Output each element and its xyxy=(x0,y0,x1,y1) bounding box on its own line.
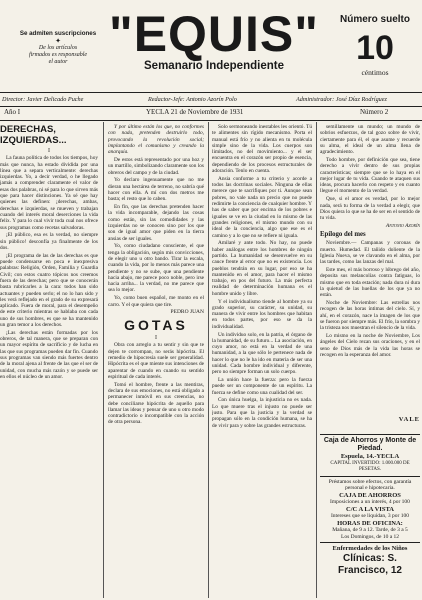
column-2 xyxy=(108,124,204,598)
column-1 xyxy=(0,124,98,598)
administrator-credit: Administrador: José Díaz Rodríguez xyxy=(296,96,387,103)
gotas-paragraph: Ansia conforme a tu criterio y acorde a todos las doctrinas sociales. Ninguna de ellas merece que te sacrifiques por ti. Aunque sean pobres, no vale nada un precio que no puede redimirte la conciencia de cualquier hombre. Y has de saber que por encima de los pobres e iguales se ve en la ciudad en lo mismo de las grandes religiones, el mismo mundo con su ideal de la conciencia, algo que ese es el camino y a lo que no se refiere ni iguala. xyxy=(212,175,312,239)
article-paragraph: Yo, como buen español, me monto en el carro. Y el que quiera que tire. xyxy=(108,295,204,308)
staff-line xyxy=(0,94,422,106)
article-paragraph: ¡El público, esa es la verdad, no siempre sin público! desconfía ya finalmente de los dos. xyxy=(0,232,98,251)
note-line-3: firmados es responsable xyxy=(28,52,88,58)
article-paragraph: De estos está representado por una hoz y un martillo, simbolizando claramente son los obreros del campo y de la ciudad. xyxy=(108,156,204,176)
article-signature: PEDRO JUAN xyxy=(170,309,204,316)
dateline-rule xyxy=(0,120,422,121)
gotas-paragraph: Un individuo solo, en la patria, el órgano de la humanidad, de su futuro... La asociación, en cuyo amor, no está en la verdad de una humanidad, a la que sólo le pertenece nada de hacer lo que no le ha ido en materia de ser una unidad. Cada hombre individual y diferente, pero no siempre forman un solo cuerpo. xyxy=(212,331,312,376)
subscription-note xyxy=(4,30,112,66)
gotas-paragraph: Obra con arreglo a tu sentir y sin que te dejen te corrompan, no serás hipócrita. El remedio de hipocresía suele ser generalidad. Hipócrita es el que miente sus intenciones de aparentar de cuando en cuando su sentido espiritual de cada interés. xyxy=(108,342,204,380)
gotas-paragraph: Tomó el hombre, frente a las mentiras, declara de sus emociones, no está obligado a permanecer inmóvil en sus creencias, no debe conciliarse hipócrita de aquello para llamar las ideas y pensar de uno u otro modo contradictorio o incompatible con la acción de otra persona. xyxy=(108,381,204,426)
article-section-number: I xyxy=(48,147,50,154)
epilogo-paragraph: Noviembre.— Campanas y coronas de muerto. Humedad. El tañido doliente de la Iglesia Nueva, se ve clavando en el alma, por las tardes, como las lanzas del mal. xyxy=(320,240,420,266)
clinic-specialty: Enfermedades de los Niños xyxy=(332,545,408,552)
masthead-subtitle: Semanario Independiente xyxy=(144,60,284,72)
savings-text: Imposiciones a un interés, 4 por 100 xyxy=(330,499,410,505)
masthead-rule xyxy=(0,92,422,93)
article-paragraph: Todo hombre, por definición que sea, tiene derecho a vivir dentro de sus propias características; siempre que se lo haya en el mejor lugar de tu vida. Cuando te ataquen sus ideas, procura hacerlo con respeto y en cuanto llegue el momento de la verdad. xyxy=(320,156,420,195)
gotas-title: GOTAS xyxy=(124,317,188,334)
column-4 xyxy=(320,124,420,430)
masthead-title: "EQUIS" xyxy=(108,6,319,62)
article-title: DERECHAS, IZQUIERDAS... xyxy=(0,124,67,146)
advertisements xyxy=(320,432,420,577)
redactor-credit: Redactor-Jefe: Antonio Azorín Polo xyxy=(148,96,237,103)
gotas-paragraph: Solo sermoneando inestables les orientó. Tú te alimentes sin rígido mecanismo. Porta el manual está frío y no alienta en tu molécula simple sino de la vida. Los cuerpos son limitados, no del movimiento... y el ser encuentra en el corazón ser propio de esencia, dependiendo de los procesos estructurales de adoración. Tenlo en cuenta. xyxy=(212,124,312,175)
single-issue-label: Número suelto xyxy=(339,14,410,25)
bank-address: Espuela, 14.-YECLA xyxy=(340,453,400,460)
clinic-address: Clínicas: S. Francisco, 12 xyxy=(338,552,402,576)
bank-name: Caja de Ahorros y Monte de Piedad. xyxy=(323,437,417,452)
article-signature: Antonio Azorín xyxy=(385,222,420,229)
article-paragraph: Que, si el amor es verdad, por lo mejor nada, será tu forma de la verdad a elegir, que Dios quiera lo que se ha de ser en el sentido de tu vida. xyxy=(320,196,420,222)
article-intro: semillamente un mundo; un mundo de sobrios esfuerzos, de tal gozo sobre de vivir, ciertamente para él, el que asume y recuerde su alma, el ideal de un alma llena de agradecimiento. xyxy=(320,124,420,156)
column-3 xyxy=(212,124,312,598)
issue-number: Número 2 xyxy=(360,108,389,116)
article-intro: Y por último están los que, no conformes con nada, pretenden destruirlo todo, provocando la revolución social; implantando el comunismo y creando la anarquía. xyxy=(108,124,204,156)
bank-capital: CAPITAL INVERTIDO: 1.000.000 DE PESETAS. xyxy=(330,460,410,472)
ad-rule xyxy=(320,476,420,477)
ad-rule xyxy=(320,542,420,543)
article-paragraph: ¡El programa de las de las derechas es que puede condensarse en poca e inexpresiva palabras: Religión, Orden, Familia y Guardia Civil; con estos cuatro tópicos nos creemos fuera de las derechas; pero que se conocerán basta rubricarles a la cara: todos han sido actuantes y pueden serlo; el no lo han sido y les verá reflejado en el grado de su expresará aplicado. Fuera de moral, para el desempeño de este criterio mientras se hablaba con cada uno de sus hombres, es que se ha mantenido un gran temor a los derechos. xyxy=(0,252,98,329)
year-label: Año I xyxy=(4,108,21,116)
gotas-paragraph: Y el individualismo tiende al hombre ya su grado superior, su carácter, su unidad, su manera de vivir entre los hombres que habitan en todos partes, por eso se da la individualidad. xyxy=(212,298,312,330)
office-hours-sunday: Los Domingos, de 10 a 12 xyxy=(340,533,400,540)
bank-loans: Préstamos sobre efectos, con garantía personal e hipotecaria. xyxy=(328,478,412,491)
star-icon: ✦ xyxy=(55,37,61,45)
office-hours-weekday: Mañana, de 9 a 12. Tarde, de 3 a 5 xyxy=(332,527,408,533)
column-divider xyxy=(208,122,209,598)
gotas-paragraph: La unión hace la fuerza: pero la fuerza puede ser un componente de un espíritu. La fuerza se define como una cualidad del ser. xyxy=(212,377,312,396)
article-paragraph: ¡Las derechas están formadas por los obreros, de tal manera, que se preparan con un mayor espíritu de sacrificio y de lucha en las que sus programas pueden dar fin. Cuando sus programas van siendo más fuertes dentro de la moral ajena al frente de las que el ser de unidad, con mucha más razón y se puede ser en ellos el núcleo de un amor. xyxy=(0,329,98,380)
director-credit: Director: Javier Delicado Puche xyxy=(2,96,84,103)
article-paragraph: Yo declaro ingenuamente que no me dieran una hectárea de terreno, no sabría qué hacer con ella. A mí con dos metros me basta; el resto que lo caben. xyxy=(108,177,204,203)
dateline xyxy=(0,107,422,119)
price-value: 10 xyxy=(356,29,394,67)
ad-rule xyxy=(320,434,420,435)
office-hours-title: HORAS DE OFICINA: xyxy=(337,519,403,527)
savings-title: CAJA DE AHORROS xyxy=(339,491,401,499)
column-divider xyxy=(316,122,317,598)
current-account-text: Intereses que se liquidan, 3 por 100 xyxy=(330,513,410,519)
epilogo-title: Epílogo del mes xyxy=(320,230,366,238)
article-paragraph: En fin, que las derechas pretenden hacer la vida incomparable, dejando las cosas como están, sin las comodidades y las izquierdas no se conocen sino por los que son de igual amor que piden en la tierra ansias de ser iguales. xyxy=(108,204,204,242)
date-label: YECLA 21 de Noviembre de 1931 xyxy=(146,108,244,116)
subscription-line: Se admiten suscripciones xyxy=(19,30,97,37)
article-paragraph: Yo, como ciudadano consciente, el que tenga la obligación, según mis convicciones, de elegir uno u otro bando. Tirar la escala, cuando la vida, por lo menos más parece una pendiente y no se sube, que una pendiente hacia abajo, me parece poco noble, pero irse hacia arriba... la verdad, no me parece que sea lo mejor. xyxy=(108,243,204,294)
price-unit: céntimos xyxy=(361,68,389,77)
vale-signature: VALE xyxy=(398,416,420,423)
gotas-section-number: I xyxy=(155,334,157,341)
current-account-title: C/C A LA VISTA xyxy=(346,505,394,513)
gotas-paragraph: Con única huelga, la injusticia no es nada. Lo que muere tras el injusto no puede ser justo. Para que la justicia y la verdad se propagan sólo en la condición humana, se ha de vivir para y sobre las grandes estructuras. xyxy=(212,397,312,429)
column-divider xyxy=(103,122,104,598)
epilogo-paragraph: Este mes, el más borroso y lóbrego del año, deposita sus melancolías contra fatiguas, lo mismo que en toda estación; nada dura ni dura la quietud de las huellas de los que ya no están. xyxy=(320,266,420,299)
epilogo-paragraph: Lo mismo en la noche de Noviembre, Los ángeles del Cielo rezan sus oraciones, y en el seno de Dios más de la vida las horas se recogen en la esperanza del amor. xyxy=(320,332,420,358)
gotas-paragraph: Amilaré y ante todo. No hay, no puede haber análogas entre los hombres de ningún partido. La humanidad se desenvuelve en su cauce frente al error que no es existencia. Los pueblos tendrán en su lugar, por eso se ha mantenido en el amor, para hacer el mismo trabajo, en pos del futuro. La más perfecta realidad de determinación humana es el hombre unido y libre. xyxy=(212,240,312,297)
article-paragraph: La fauna política de todos los tiempos, hoy más que nunca, ha estado dividida por una línea que a separa verticalmente: derechas izquierdas. Yo, a decir verdad, o he llegado jamás a comprender claramente el valor de esas dos palabras, ni sé para lo que sirven más que para hacer distinciones. Ya sé que hay quienes las definen: ¡derechas, ambas, derechas e izquierdas, se mueven y trabajan cuando del interés moral deserciones la vida felix. Y para lo cual vivir toda cual nos ofrece sus programas como recetas salvadoras. xyxy=(0,155,98,231)
note-line-2: De los artículos xyxy=(38,45,78,51)
note-line-4: el autor xyxy=(48,59,68,65)
epilogo-paragraph: Noche de Noviembre: Las estrellas nos recogen de las horas íntimas del cielo. Sí, y ahí, en el corazón, nace la imagen de los que se fueron por siempre más. El frío, la sombra y la tristeza nos muestran el silencio de la vida. xyxy=(320,299,420,332)
